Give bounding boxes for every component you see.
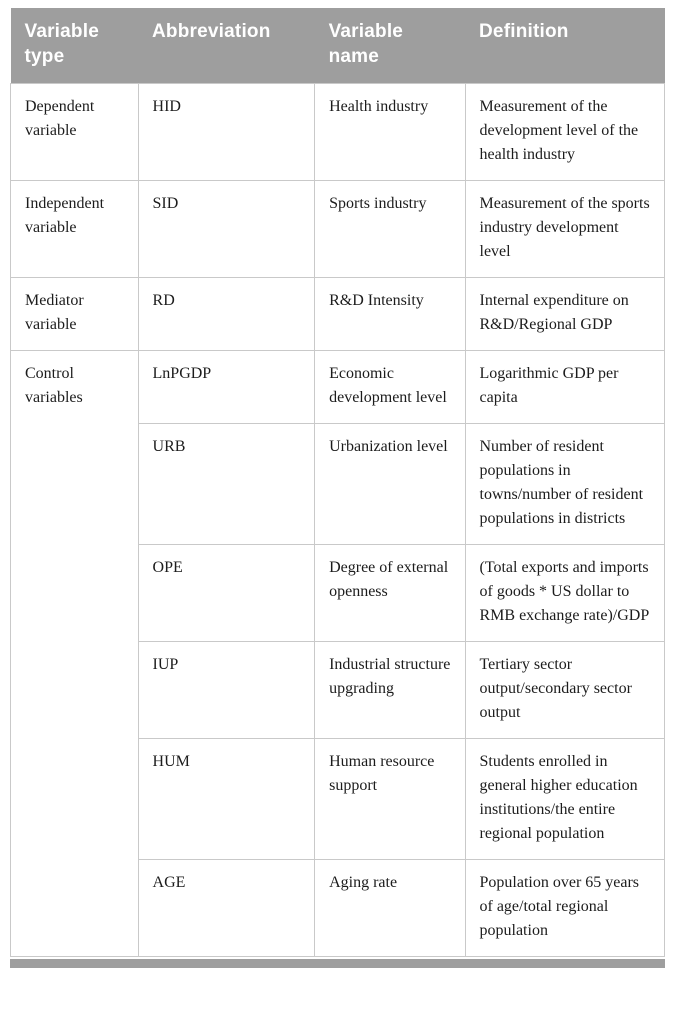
- table-row: [11, 181, 665, 278]
- header-variable-name: Variable name: [315, 8, 465, 84]
- cell-variable-type: Dependent variable: [11, 84, 139, 181]
- variables-table: [10, 8, 665, 957]
- cell-variable-name: Human resource support: [315, 739, 465, 860]
- cell-definition: Measurement of the development level of the health industry: [465, 84, 665, 181]
- cell-variable-name: R&D Intensity: [315, 278, 465, 351]
- cell-abbreviation: LnPGDP: [138, 351, 315, 424]
- header-definition: Definition: [465, 8, 665, 84]
- table-row: [11, 351, 665, 424]
- header-variable-type: Variable type: [11, 8, 139, 84]
- table-footer-bar: [10, 959, 665, 968]
- cell-variable-name: Sports industry: [315, 181, 465, 278]
- cell-variable-type: Mediator variable: [11, 278, 139, 351]
- cell-definition: Logarithmic GDP per capita: [465, 351, 665, 424]
- cell-definition: Tertiary sector output/secondary sector output: [465, 642, 665, 739]
- header-abbreviation: Abbreviation: [138, 8, 315, 84]
- cell-abbreviation: IUP: [138, 642, 315, 739]
- cell-abbreviation: SID: [138, 181, 315, 278]
- cell-variable-name: Health industry: [315, 84, 465, 181]
- cell-variable-name: Industrial structure upgrading: [315, 642, 465, 739]
- cell-definition: Students enrolled in general higher education institutions/the entire regional population: [465, 739, 665, 860]
- cell-definition: Number of resident populations in towns/number of resident populations in districts: [465, 424, 665, 545]
- cell-variable-name: Aging rate: [315, 860, 465, 957]
- cell-variable-name: Degree of external openness: [315, 545, 465, 642]
- table-header-row: [11, 8, 665, 84]
- table-row: [11, 84, 665, 181]
- cell-abbreviation: HUM: [138, 739, 315, 860]
- cell-abbreviation: URB: [138, 424, 315, 545]
- cell-definition: Population over 65 years of age/total regional population: [465, 860, 665, 957]
- cell-definition: Measurement of the sports industry development level: [465, 181, 665, 278]
- table-row: [11, 278, 665, 351]
- cell-abbreviation: OPE: [138, 545, 315, 642]
- cell-variable-name: Economic development level: [315, 351, 465, 424]
- cell-variable-type: Control variables: [11, 351, 139, 957]
- cell-variable-name: Urbanization level: [315, 424, 465, 545]
- cell-abbreviation: RD: [138, 278, 315, 351]
- cell-abbreviation: AGE: [138, 860, 315, 957]
- cell-abbreviation: HID: [138, 84, 315, 181]
- cell-definition: Internal expenditure on R&D/Regional GDP: [465, 278, 665, 351]
- cell-variable-type: Independent variable: [11, 181, 139, 278]
- cell-definition: (Total exports and imports of goods * US dollar to RMB exchange rate)/GDP: [465, 545, 665, 642]
